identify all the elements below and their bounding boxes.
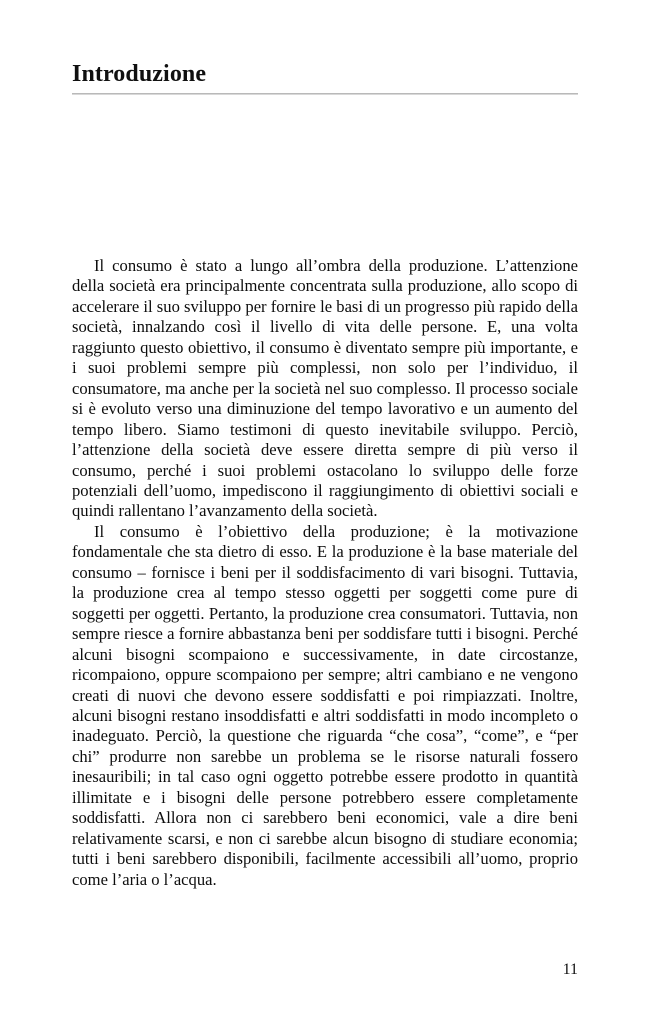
- body-text-block: [72, 256, 578, 890]
- page-title: Introduzione: [72, 61, 207, 87]
- page-number: 11: [562, 961, 578, 978]
- page-footer: [72, 960, 578, 980]
- paragraph: Il consumo è l’obiettivo della produzione; è la motivazione fondamentale che sta dietro di esso. E la produzione è la base materiale del consumo – fornisce i beni per il soddisfacimento di vari bisogni. Tuttavia, la produzione crea al tempo stesso oggetti per soggetti come pure di soggetti per oggetti. Pertanto, la produzione crea consumatori. Tuttavia, non sempre riesce a fornire abbastanza beni per soddisfare tutti i bisogni. Perché alcuni bisogni scompaiono e successivamente, in date circostanze, ricompaiono, oppure scompaiono per sempre; altri cambiano e ne vengono creati di nuovi che devono essere soddisfatti e poi rimpiazzati. Inoltre, alcuni bisogni restano insoddisfatti e altri soddisfatti in modo incompleto o inadeguato. Perciò, la questione che riguarda “che cosa”, “come”, e “per chi” produrre non sarebbe un problema se le risorse naturali fossero inesauribili; in tal caso ogni oggetto potrebbe essere prodotto in quantità illimitate e i bisogni delle persone potrebbero essere completamente soddisfatti. Allora non ci sarebbero beni economici, vale a dire beni relativamente scarsi, e non ci sarebbe alcun bisogno di studiare economia; tutti i beni sarebbero disponibili, facilmente accessibili all’uomo, proprio come l’aria o l’acqua.: [72, 521, 578, 889]
- title-divider: [72, 93, 578, 95]
- paragraph: Il consumo è stato a lungo all’ombra della produzione. L’attenzione della società era principalmente concentrata sulla produzione, allo scopo di accelerare il suo sviluppo per fornire le basi di un progresso più rapido della società, innalzando così il livello di vita delle persone. E, una volta raggiunto questo obiettivo, il consumo è diventato sempre più importante, e i suoi problemi sempre più complessi, non solo per l’individuo, il consumatore, ma anche per la società nel suo complesso. Il processo sociale si è evoluto verso una diminuzione del tempo lavorativo e un aumento del tempo libero. Siamo testimoni di questo inevitabile sviluppo. Perciò, l’attenzione della società deve essere diretta sempre di più verso il consumo, perché i suoi problemi ostacolano lo sviluppo delle forze potenziali dell’uomo, impediscono il raggiungimento di obiettivi sociali e quindi rallentano l’avanzamento della società.: [72, 256, 578, 521]
- chapter-header: [72, 60, 578, 95]
